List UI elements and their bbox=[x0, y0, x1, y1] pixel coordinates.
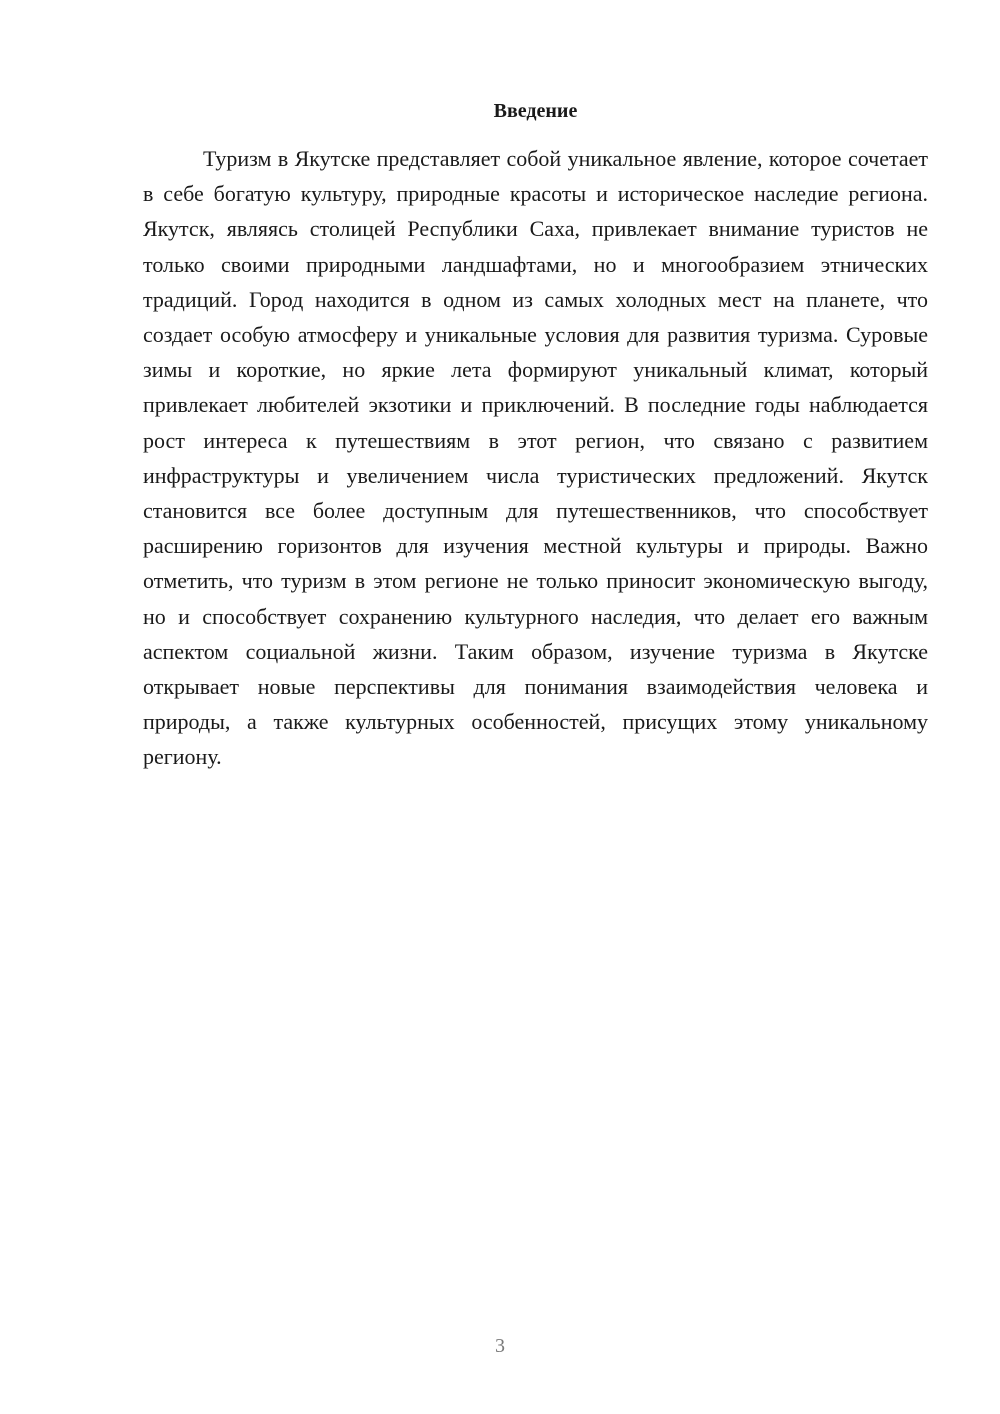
page-number: 3 bbox=[495, 1335, 505, 1357]
body-paragraph: Туризм в Якутске представляет собой уникальное явление, которое сочетает в себе богатую культуру, природные красоты и историческое наследие региона. Якутск, являясь столицей Республики Саха, привлекает внимание туристов не только своими природными ландшафтами, но и многообразием этнических традиций. Город находится в одном из самых холодных мест на планете, что создает особую атмосферу и уникальные условия для развития туризма. Суровые зимы и короткие, но яркие лета формируют уникальный климат, который привлекает любителей экзотики и приключений. В последние годы наблюдается рост интереса к путешествиям в этот регион, что связано с развитием инфраструктуры и увеличением числа туристических предложений. Якутск становится все более доступным для путешественников, что способствует расширению горизонтов для изучения местной культуры и природы. Важно отметить, что туризм в этом регионе не только приносит экономическую выгоду, но и способствует сохранению культурного наследия, что делает его важным аспектом социальной жизни. Таким образом, изучение туризма в Якутске открывает новые перспективы для понимания взаимодействия человека и природы, а также культурных особенностей, присущих этому уникальному региону. bbox=[143, 146, 928, 770]
section-heading: Введение bbox=[493, 100, 578, 122]
